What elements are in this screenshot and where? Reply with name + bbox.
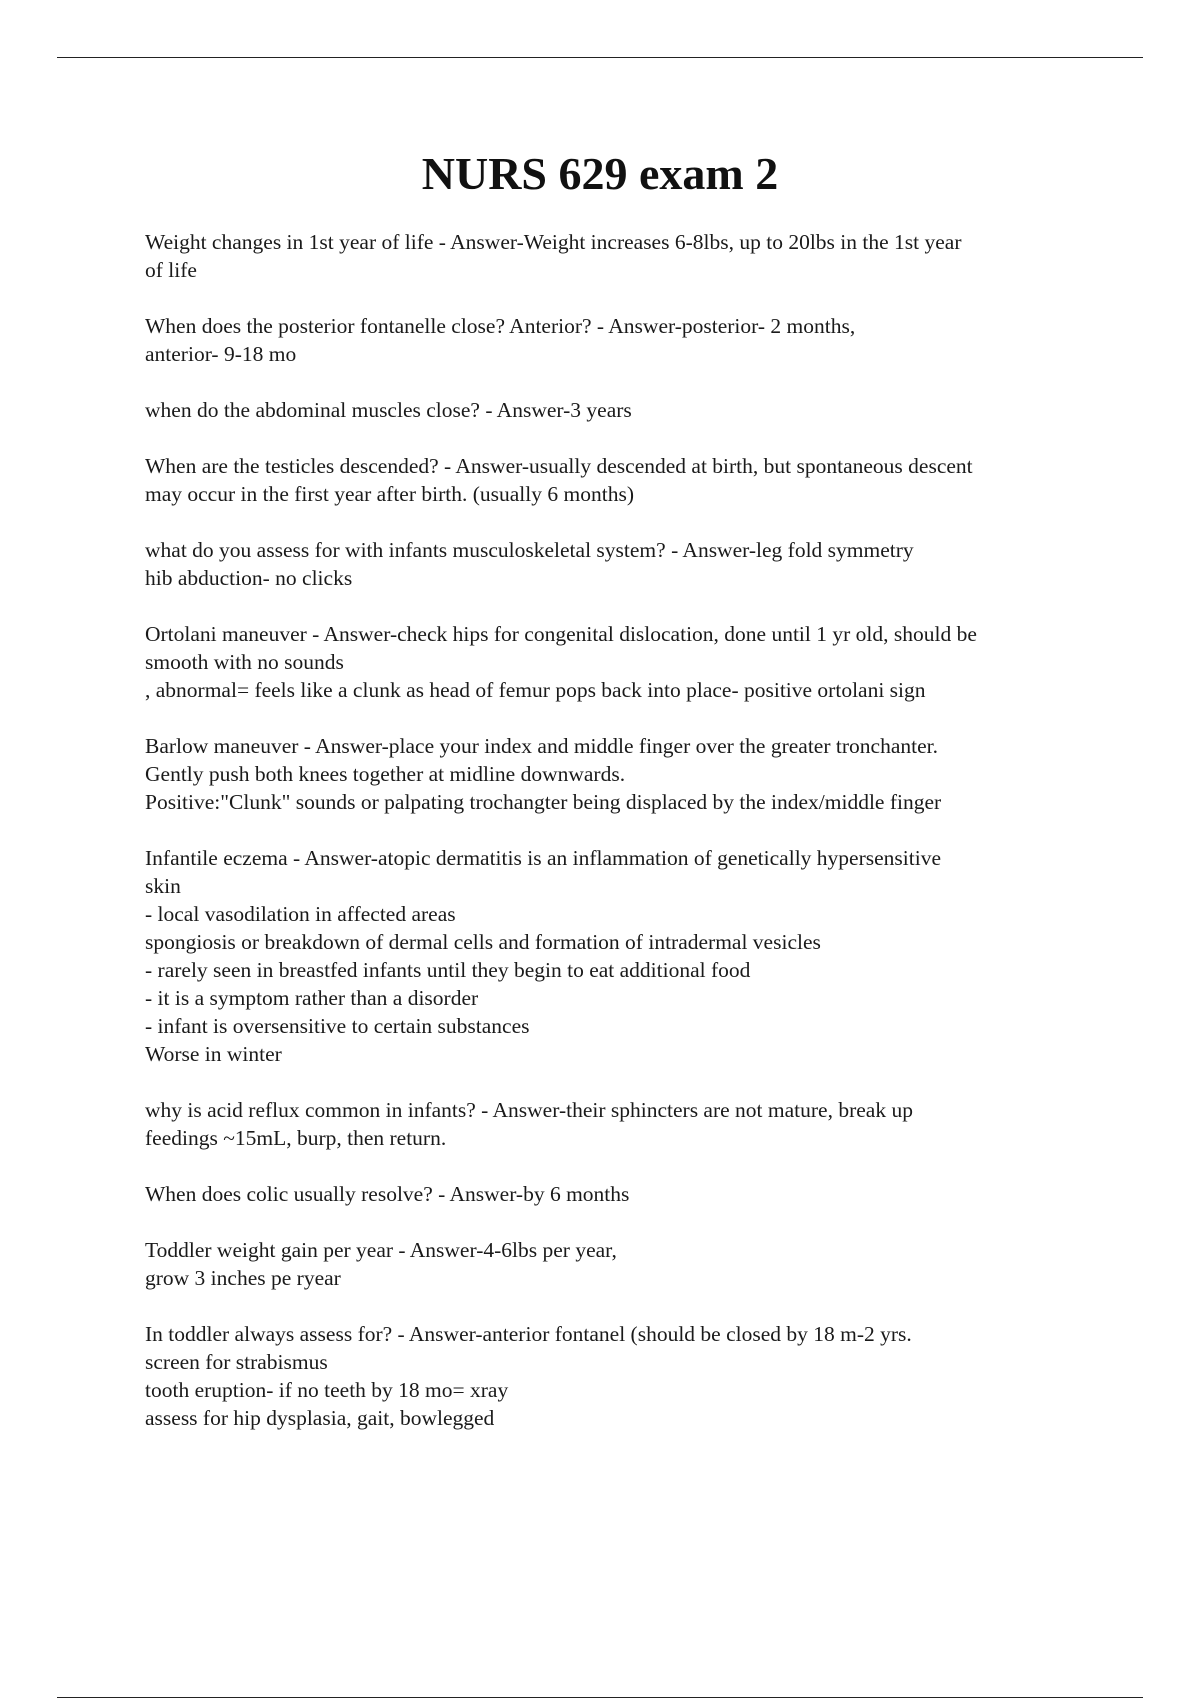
qa-line: skin xyxy=(145,874,181,898)
qa-item-eczema xyxy=(145,844,1095,1068)
qa-line: assess for hip dysplasia, gait, bowlegged xyxy=(145,1406,495,1430)
qa-line: Infantile eczema - Answer-atopic dermatitis is an inflammation of genetically hypersensitive xyxy=(145,846,941,870)
qa-item-musculoskeletal xyxy=(145,536,1095,592)
qa-line: - rarely seen in breastfed infants until they begin to eat additional food xyxy=(145,958,751,982)
qa-line: Ortolani maneuver - Answer-check hips for congenital dislocation, done until 1 yr old, should be xyxy=(145,622,977,646)
qa-item-ortolani xyxy=(145,620,1095,704)
qa-line: When are the testicles descended? - Answer-usually descended at birth, but spontaneous descent xyxy=(145,454,973,478)
qa-item-barlow xyxy=(145,732,1095,816)
qa-line: when do the abdominal muscles close? - Answer-3 years xyxy=(145,398,632,422)
qa-line: Worse in winter xyxy=(145,1042,282,1066)
qa-line: screen for strabismus xyxy=(145,1350,328,1374)
qa-item-testicles xyxy=(145,452,1095,508)
qa-item-colic xyxy=(145,1180,1095,1208)
qa-line: tooth eruption- if no teeth by 18 mo= xray xyxy=(145,1378,509,1402)
qa-list xyxy=(145,228,1095,1460)
top-rule xyxy=(57,57,1143,58)
qa-line: feedings ~15mL, burp, then return. xyxy=(145,1126,447,1150)
qa-line: When does colic usually resolve? - Answer-by 6 months xyxy=(145,1182,630,1206)
qa-line: of life xyxy=(145,258,197,282)
qa-item-toddler-assess xyxy=(145,1320,1095,1432)
qa-line: may occur in the first year after birth. (usually 6 months) xyxy=(145,482,634,506)
qa-item-abdominal-muscles xyxy=(145,396,1095,424)
qa-line: smooth with no sounds xyxy=(145,650,344,674)
qa-line: - infant is oversensitive to certain substances xyxy=(145,1014,530,1038)
qa-item-weight-changes xyxy=(145,228,1095,284)
qa-line: , abnormal= feels like a clunk as head of femur pops back into place- positive ortolani sign xyxy=(145,678,926,702)
qa-item-acid-reflux xyxy=(145,1096,1095,1152)
qa-line: what do you assess for with infants musculoskeletal system? - Answer-leg fold symmetry xyxy=(145,538,914,562)
qa-line: why is acid reflux common in infants? - Answer-their sphincters are not mature, break up xyxy=(145,1098,913,1122)
qa-item-toddler-weight xyxy=(145,1236,1095,1292)
qa-item-fontanelle xyxy=(145,312,1095,368)
qa-line: Positive:"Clunk" sounds or palpating trochangter being displaced by the index/middle finger xyxy=(145,790,942,814)
qa-line: When does the posterior fontanelle close? Anterior? - Answer-posterior- 2 months, xyxy=(145,314,856,338)
qa-line: hib abduction- no clicks xyxy=(145,566,353,590)
qa-line: - local vasodilation in affected areas xyxy=(145,902,456,926)
page-title: NURS 629 exam 2 xyxy=(421,148,779,199)
qa-line: Toddler weight gain per year - Answer-4-6lbs per year, xyxy=(145,1238,617,1262)
qa-line: Weight changes in 1st year of life - Answer-Weight increases 6-8lbs, up to 20lbs in the 1st year xyxy=(145,230,962,254)
qa-line: grow 3 inches pe ryear xyxy=(145,1266,341,1290)
qa-line: spongiosis or breakdown of dermal cells and formation of intradermal vesicles xyxy=(145,930,821,954)
qa-line: In toddler always assess for? - Answer-anterior fontanel (should be closed by 18 m-2 yrs. xyxy=(145,1322,912,1346)
qa-line: - it is a symptom rather than a disorder xyxy=(145,986,479,1010)
qa-line: Gently push both knees together at midline downwards. xyxy=(145,762,626,786)
qa-line: Barlow maneuver - Answer-place your index and middle finger over the greater tronchanter. xyxy=(145,734,938,758)
qa-line: anterior- 9-18 mo xyxy=(145,342,297,366)
bottom-rule xyxy=(57,1697,1143,1698)
